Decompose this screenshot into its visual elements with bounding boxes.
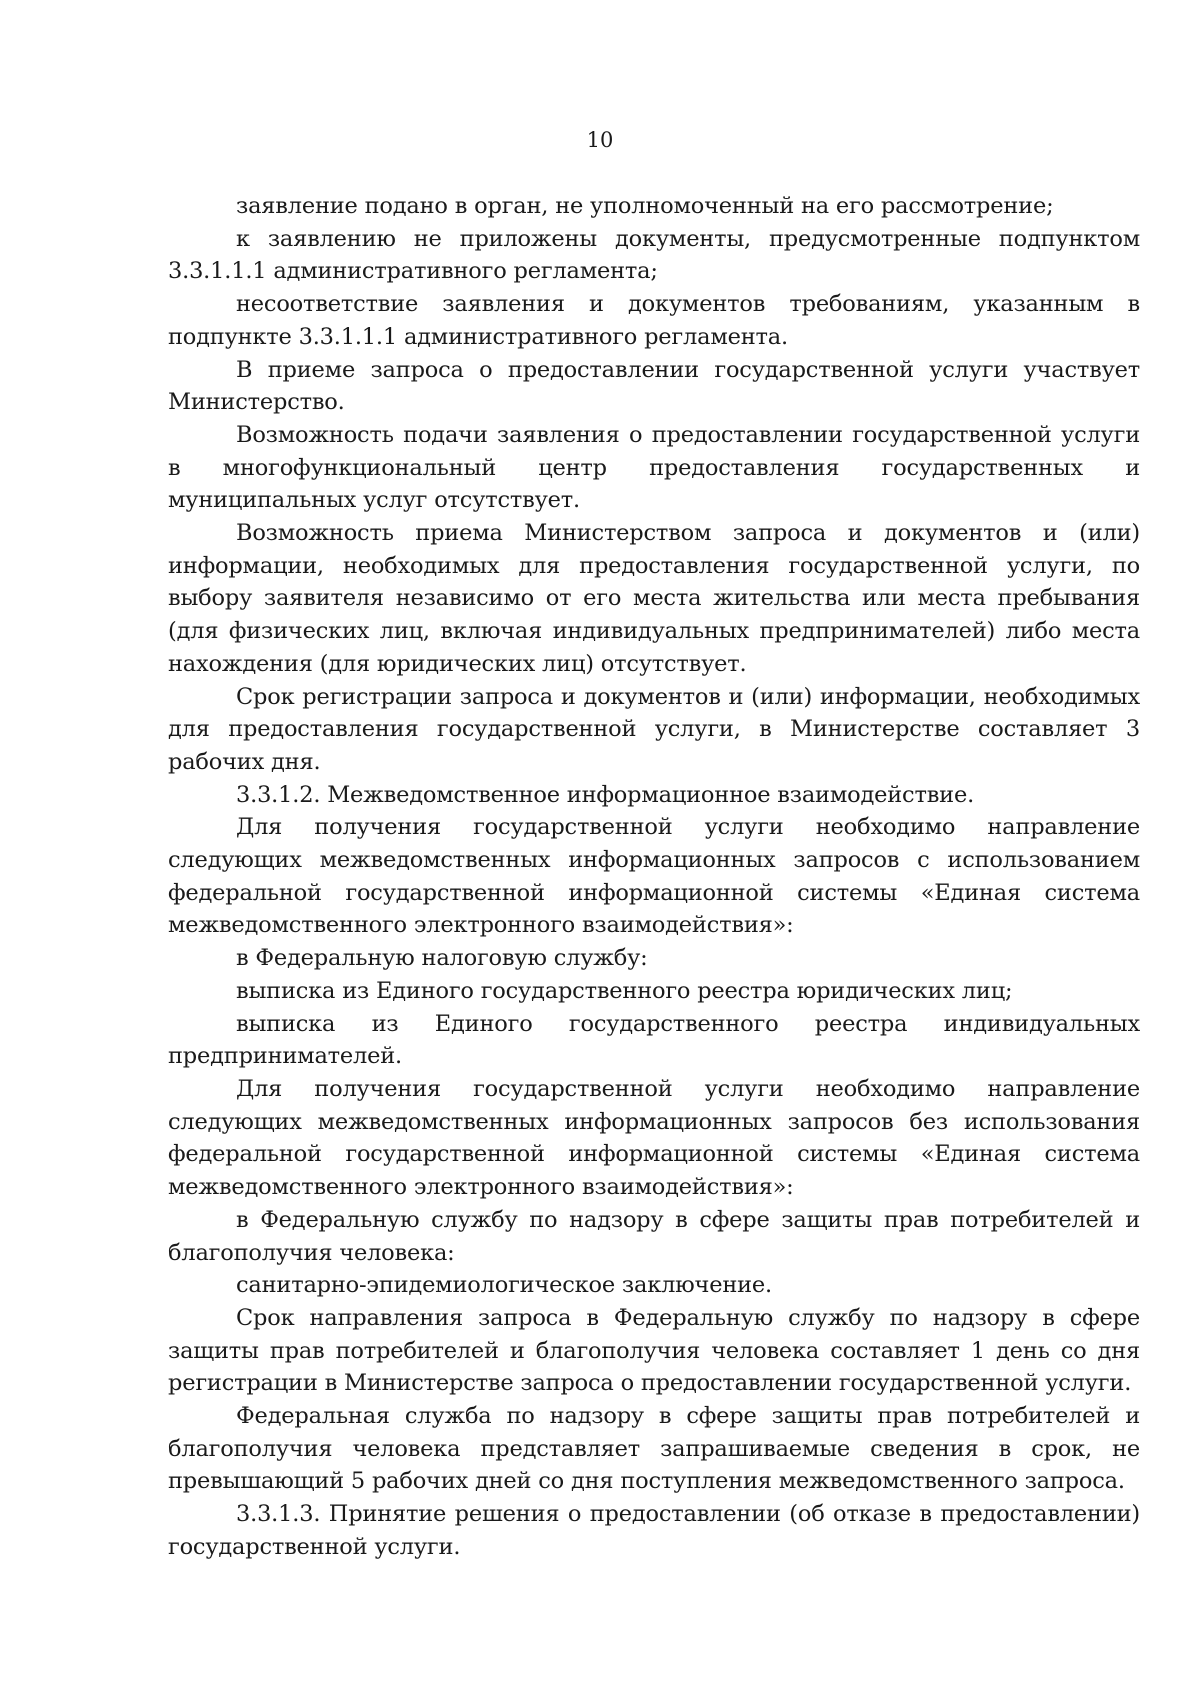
paragraph: в Федеральную налоговую службу:	[236, 945, 648, 972]
paragraph: Срок направления запроса в Федеральную службу по надзору в сфере защиты прав потребителей и благополучия человека составляет 1 день со дня регистрации в Министерстве запроса о предоставлении государственной услуги.	[168, 1304, 1140, 1397]
paragraph: Для получения государственной услуги необходимо направление следующих межведомственных информационных запросов с использованием федеральной государственной информационной системы «Единая система межведомственного электронного взаимодействия»:	[168, 814, 1140, 939]
paragraph: к заявлению не приложены документы, предусмотренные подпунктом 3.3.1.1.1 административного регламента;	[168, 225, 1140, 285]
paragraph: несоответствие заявления и документов требованиям, указанным в подпункте 3.3.1.1.1 административного регламента.	[168, 291, 1140, 350]
paragraph: Федеральная служба по надзору в сфере защиты прав потребителей и благополучия человека представляет запрашиваемые сведения в срок, не превышающий 5 рабочих дней со дня поступления межведомственного запроса.	[168, 1403, 1140, 1495]
document-body	[168, 190, 1140, 1564]
paragraph: Для получения государственной услуги необходимо направление следующих межведомственных информационных запросов без использования федеральной государственной информационной системы «Единая система межведомственного электронного взаимодействия»:	[168, 1075, 1140, 1201]
section-heading: 3.3.1.3. Принятие решения о предоставлении (об отказе в предоставлении) государственной услуги.	[168, 1501, 1140, 1560]
paragraph: Возможность приема Министерством запроса и документов и (или) информации, необходимых для предоставления государственной услуги, по выбору заявителя независимо от его места жительства или места пребывания (для физических лиц, включая индивидуальных предпринимателей) либо места нахождения (для юридических лиц) отсутствует.	[168, 520, 1140, 677]
section-heading: 3.3.1.2. Межведомственное информационное взаимодействие.	[236, 781, 975, 808]
paragraph: заявление подано в орган, не уполномоченный на его рассмотрение;	[236, 193, 1054, 219]
paragraph: в Федеральную службу по надзору в сфере защиты прав потребителей и благополучия человека:	[168, 1206, 1140, 1266]
paragraph: выписка из Единого государственного реестра индивидуальных предпринимателей.	[168, 1010, 1140, 1070]
paragraph: выписка из Единого государственного реестра юридических лиц;	[236, 977, 1013, 1004]
paragraph: Срок регистрации запроса и документов и (или) информации, необходимых для предоставления государственной услуги, в Министерстве составляет 3 рабочих дня.	[168, 683, 1140, 775]
paragraph: В приеме запроса о предоставлении государственной услуги участвует Министерство.	[168, 356, 1140, 416]
page-number: 10	[586, 128, 614, 152]
paragraph: санитарно-эпидемиологическое заключение.	[236, 1272, 772, 1299]
paragraph: Возможность подачи заявления о предоставлении государственной услуги в многофункциональный центр предоставления государственных и муниципальных услуг отсутствует.	[168, 421, 1140, 514]
